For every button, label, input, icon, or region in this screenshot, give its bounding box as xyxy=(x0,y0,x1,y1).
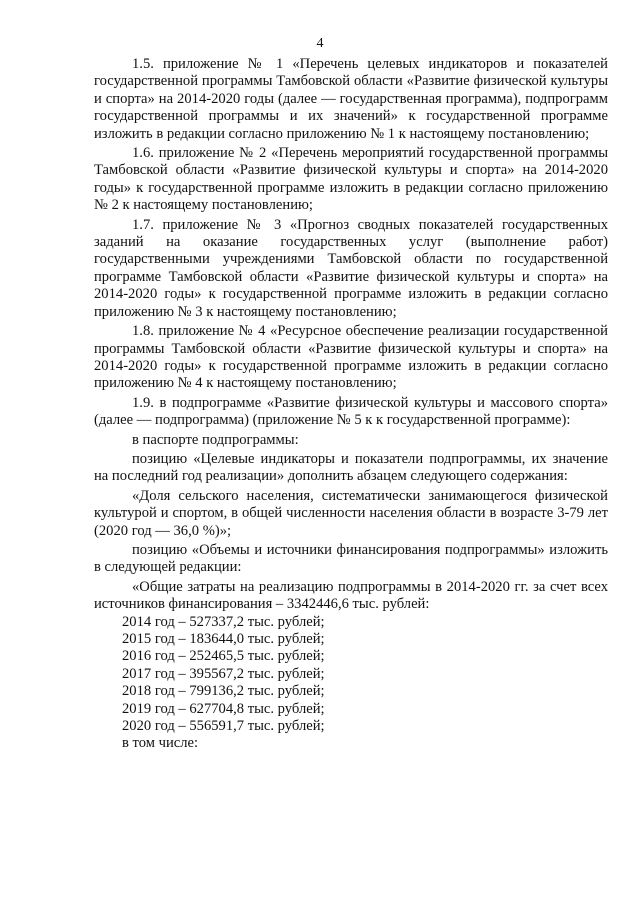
funding-year-2020: 2020 год – 556591,7 тыс. рублей; xyxy=(122,718,325,735)
passport-heading: в паспорте подпрограммы: xyxy=(132,431,299,448)
paragraph-1-5: 1.5. приложение № 1 «Перечень целевых индикаторов и показателей государственной программы Тамбовской области «Развитие физической культуры и спорта» на 2014-2020 годы (далее — государственная программа), подпрограмм государственной программы и их значений» к государственной программе изложить в редакции согласно приложению № 1 к настоящему постановлению; xyxy=(94,56,608,142)
paragraph-1-9: 1.9. в подпрограмме «Развитие физической культуры и массового спорта» (далее — подпрограмма) (приложение № 5 к к государственной программе): xyxy=(94,394,608,429)
yearly-funding-list xyxy=(94,614,608,753)
paragraph-1-7: 1.7. приложение № 3 «Прогноз сводных показателей государственных заданий на оказание государственных услуг (выполнение работ) государственными учреждениями Тамбовской области по государственной программе Тамбовской области «Развитие физической культуры и спорта» на 2014-2020 годы» к государственной программе изложить в редакции согласно приложению № 3 к настоящему постановлению; xyxy=(94,216,608,320)
funding-year-2014: 2014 год – 527337,2 тыс. рублей; xyxy=(122,613,325,630)
quote-total-costs: «Общие затраты на реализацию подпрограммы в 2014-2020 гг. за счет всех источников финансирования – 3342446,6 тыс. рублей: xyxy=(94,578,608,613)
funding-year-2016: 2016 год – 252465,5 тыс. рублей; xyxy=(122,648,325,665)
funding-year-2015: 2015 год – 183644,0 тыс. рублей; xyxy=(122,631,325,647)
funding-year-2019: 2019 год – 627704,8 тыс. рублей; xyxy=(122,700,325,717)
page-number: 4 xyxy=(316,36,324,51)
document-body xyxy=(94,56,608,753)
paragraph-1-8: 1.8. приложение № 4 «Ресурсное обеспечение реализации государственной программы Тамбовской области «Развитие физической культуры и спорта» на 2014-2020 годы» к государственной программе изложить в редакции согласно приложению № 4 к настоящему постановлению; xyxy=(94,323,608,392)
paragraph-1-6: 1.6. приложение № 2 «Перечень мероприятий государственной программы Тамбовской области «Развитие физической культуры и спорта» на 2014-2020 годы» к государственной программе изложить в редакции согласно приложению № 2 к настоящему постановлению; xyxy=(94,145,608,214)
including-label: в том числе: xyxy=(122,735,199,752)
funding-year-2018: 2018 год – 799136,2 тыс. рублей; xyxy=(122,683,325,700)
position-funding: позицию «Объемы и источники финансирования подпрограммы» изложить в следующей редакции: xyxy=(94,541,608,576)
position-targets: позицию «Целевые индикаторы и показатели подпрограммы, их значение на последний год реализации» дополнить абзацем следующего содержания: xyxy=(94,450,608,485)
funding-year-2017: 2017 год – 395567,2 тыс. рублей; xyxy=(122,665,325,682)
quote-rural-population: «Доля сельского населения, систематически занимающегося физической культурой и спортом, в общей численности населения области в возрасте 3-79 лет (2020 год — 36,0 %)»; xyxy=(94,487,608,539)
